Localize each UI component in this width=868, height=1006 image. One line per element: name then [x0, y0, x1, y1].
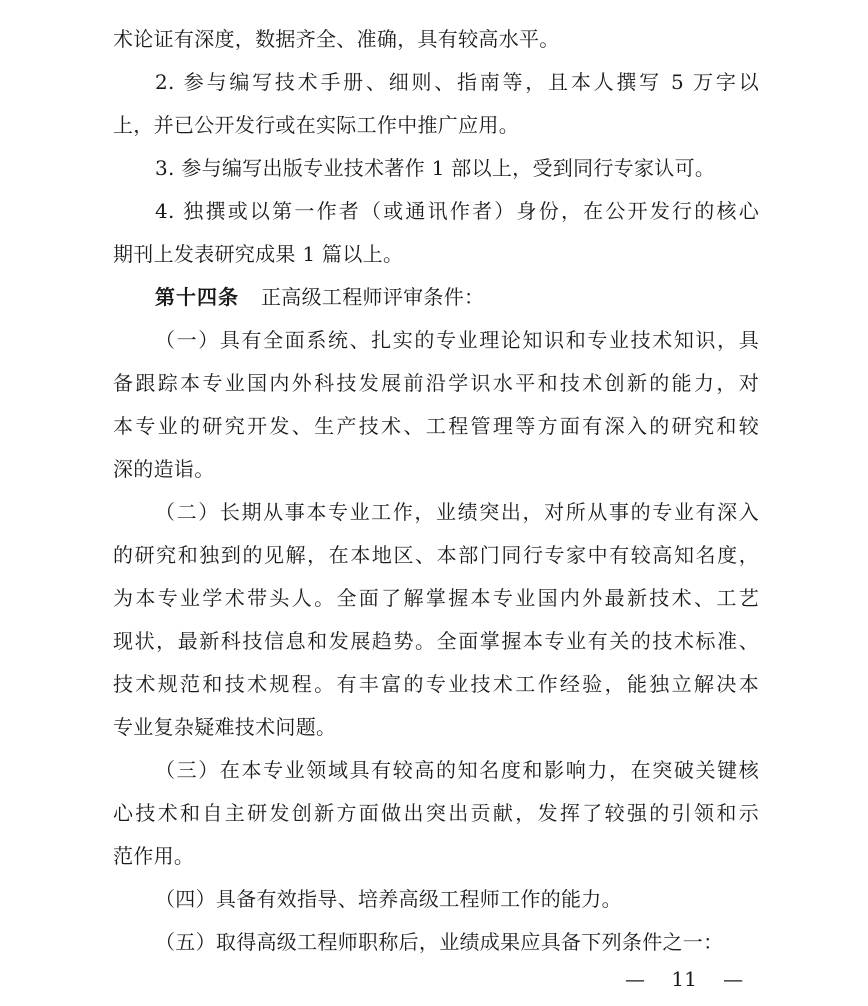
page-number-dash-right: — — [723, 967, 744, 991]
text-line: 为本专业学术带头人。全面了解掌握本专业国内外最新技术、工艺 — [113, 586, 759, 610]
text-line: （五）取得高级工程师职称后，业绩成果应具备下列条件之一： — [155, 930, 724, 954]
text-line: 心技术和自主研发创新方面做出突出贡献，发挥了较强的引领和示 — [113, 801, 759, 825]
text-line: 3. 参与编写出版专业技术著作 1 部以上，受到同行专家认可。 — [155, 156, 716, 180]
text-line: 期刊上发表研究成果 1 篇以上。 — [113, 242, 404, 266]
text-line: 术论证有深度，数据齐全、准确，具有较高水平。 — [113, 27, 560, 51]
text-line: （二）长期从事本专业工作，业绩突出，对所从事的专业有深入 — [155, 500, 759, 524]
text-line: 4. 独撰或以第一作者（或通讯作者）身份，在公开发行的核心 — [155, 199, 759, 223]
article-title: 正高级工程师评审条件： — [261, 285, 485, 309]
text-line: 本专业的研究开发、生产技术、工程管理等方面有深入的研究和较 — [113, 414, 759, 438]
text-line: 专业复杂疑难技术问题。 — [113, 715, 337, 739]
document-body — [113, 18, 759, 964]
text-line: （一）具有全面系统、扎实的专业理论知识和专业技术知识，具 — [155, 328, 759, 352]
article-number: 第十四条 — [155, 285, 239, 309]
page-number — [625, 964, 743, 994]
text-line: 技术规范和技术规程。有丰富的专业技术工作经验，能独立解决本 — [113, 672, 759, 696]
text-line: 的研究和独到的见解，在本地区、本部门同行专家中有较高知名度， — [113, 543, 759, 567]
text-line: 备跟踪本专业国内外科技发展前沿学识水平和技术创新的能力，对 — [113, 371, 759, 395]
page-number-value: 11 — [671, 967, 697, 991]
article-heading — [113, 276, 759, 319]
text-line: 2. 参与编写技术手册、细则、指南等，且本人撰写 5 万字以 — [155, 70, 759, 94]
text-line: 深的造诣。 — [113, 457, 215, 481]
text-line: 现状，最新科技信息和发展趋势。全面掌握本专业有关的技术标准、 — [113, 629, 759, 653]
text-line: （三）在本专业领域具有较高的知名度和影响力，在突破关键核 — [155, 758, 759, 782]
text-line: 范作用。 — [113, 844, 195, 868]
page-number-dash-left: — — [625, 967, 645, 991]
text-line: （四）具备有效指导、培养高级工程师工作的能力。 — [155, 887, 622, 911]
text-line: 上，并已公开发行或在实际工作中推广应用。 — [113, 113, 519, 137]
